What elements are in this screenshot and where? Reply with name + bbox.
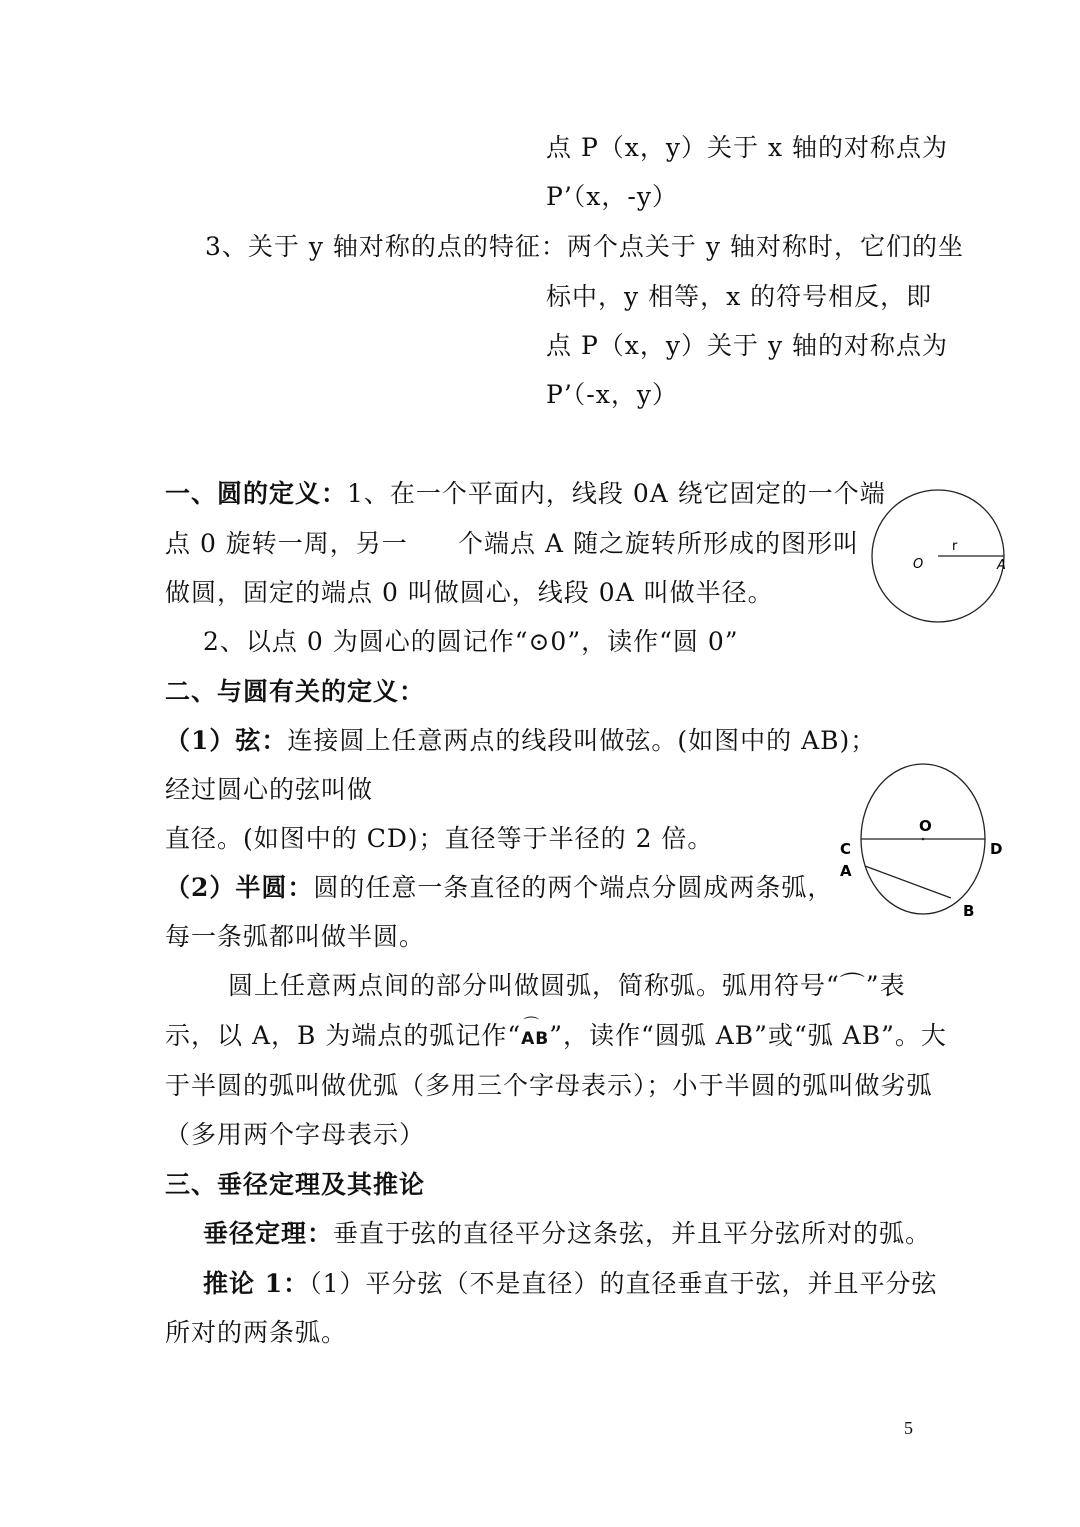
text-line: 每一条弧都叫做半圆。 xyxy=(165,922,426,951)
term: 垂径定理： xyxy=(203,1219,334,1248)
section-heading: 三、垂径定理及其推论 xyxy=(165,1170,426,1199)
term: 弦： xyxy=(235,726,288,755)
text-line: 2、以点 0 为圆心的圆记作“⊙0”，读作“圆 0” xyxy=(203,627,739,656)
point-label: A xyxy=(997,558,1006,573)
circle-radius-figure xyxy=(868,485,1028,630)
page-number: 5 xyxy=(904,1418,913,1438)
text-line: 点 P（x，y）关于 x 轴的对称点为 xyxy=(546,133,948,162)
radius-label: r xyxy=(952,539,958,554)
text-line: 直径。(如图中的 CD)；直径等于半径的 2 倍。 xyxy=(165,824,714,853)
text-span: 圆的任意一条直径的两个端点分圆成两条弧， xyxy=(313,873,834,902)
text-line: 3、关于 y 轴对称的点的特征：两个点关于 y 轴对称时，它们的坐 xyxy=(205,232,964,261)
text-line: 于半圆的弧叫做优弧（多用三个字母表示）；小于半圆的弧叫做劣弧 xyxy=(165,1071,933,1100)
text-line: 点 P（x，y）关于 y 轴的对称点为 xyxy=(546,331,949,360)
arc-mark-icon: ⌒ xyxy=(523,1015,541,1034)
arc-letters: AB xyxy=(521,1029,550,1049)
text-span: 连接圆上任意两点的线段叫做弦。(如图中的 AB)； xyxy=(287,726,877,755)
text-line xyxy=(165,872,833,904)
text-line xyxy=(165,1015,947,1055)
chord-ab xyxy=(865,866,951,898)
point-c-label: C xyxy=(840,840,852,858)
point-d-label: D xyxy=(990,840,1003,858)
text-line xyxy=(203,1218,931,1250)
section-heading: 二、与圆有关的定义： xyxy=(165,677,426,706)
text-span: （1）平分弦（不是直径）的直径垂直于弦，并且平分弦 xyxy=(309,1269,938,1298)
item-number: （1） xyxy=(165,726,236,755)
text-line: 经过圆心的弦叫做 xyxy=(165,775,374,804)
text-line xyxy=(165,478,886,510)
text-line: 个端点 A 随之旋转所形成的图形叫 xyxy=(458,529,859,558)
text-span: 垂直于弦的直径平分这条弦，并且平分弦所对的弧。 xyxy=(333,1219,932,1248)
term: 半圆： xyxy=(235,873,314,902)
chord-diameter-figure xyxy=(833,758,1013,928)
center-label: O xyxy=(913,557,924,572)
text-line: 圆上任意两点间的部分叫做圆弧，简称弧。弧用符号“⌒”表 xyxy=(228,971,906,1000)
text-line: 所对的两条弧。 xyxy=(165,1318,348,1347)
arc-notation xyxy=(521,1015,550,1055)
section-heading: 一、圆的定义： xyxy=(165,479,348,508)
center-label: O xyxy=(919,817,932,835)
text-line: 做圆，固定的端点 0 叫做圆心，线段 0A 叫做半径。 xyxy=(165,578,774,607)
text-span: 示，以 A，B 为端点的弧记作“ xyxy=(165,1021,522,1050)
center-dot xyxy=(922,838,925,841)
text-span: ”，读作“圆弧 AB”或“弧 AB”。大 xyxy=(549,1021,947,1050)
point-b-label: B xyxy=(963,902,975,920)
term: 推论 1： xyxy=(203,1269,310,1298)
item-number: （2） xyxy=(165,873,236,902)
point-a-label: A xyxy=(840,862,852,880)
text-line: P’（x，-y） xyxy=(546,182,678,211)
text-span: 1、在一个平面内，线段 0A 绕它固定的一个端 xyxy=(347,479,886,508)
text-line xyxy=(165,725,876,757)
text-line: 点 0 旋转一周，另一 xyxy=(165,529,408,558)
text-line: P’（-x，y） xyxy=(546,380,678,409)
text-line xyxy=(203,1268,938,1300)
text-line: 标中，y 相等，x 的符号相反，即 xyxy=(546,282,933,311)
text-line: （多用两个字母表示） xyxy=(165,1120,426,1149)
